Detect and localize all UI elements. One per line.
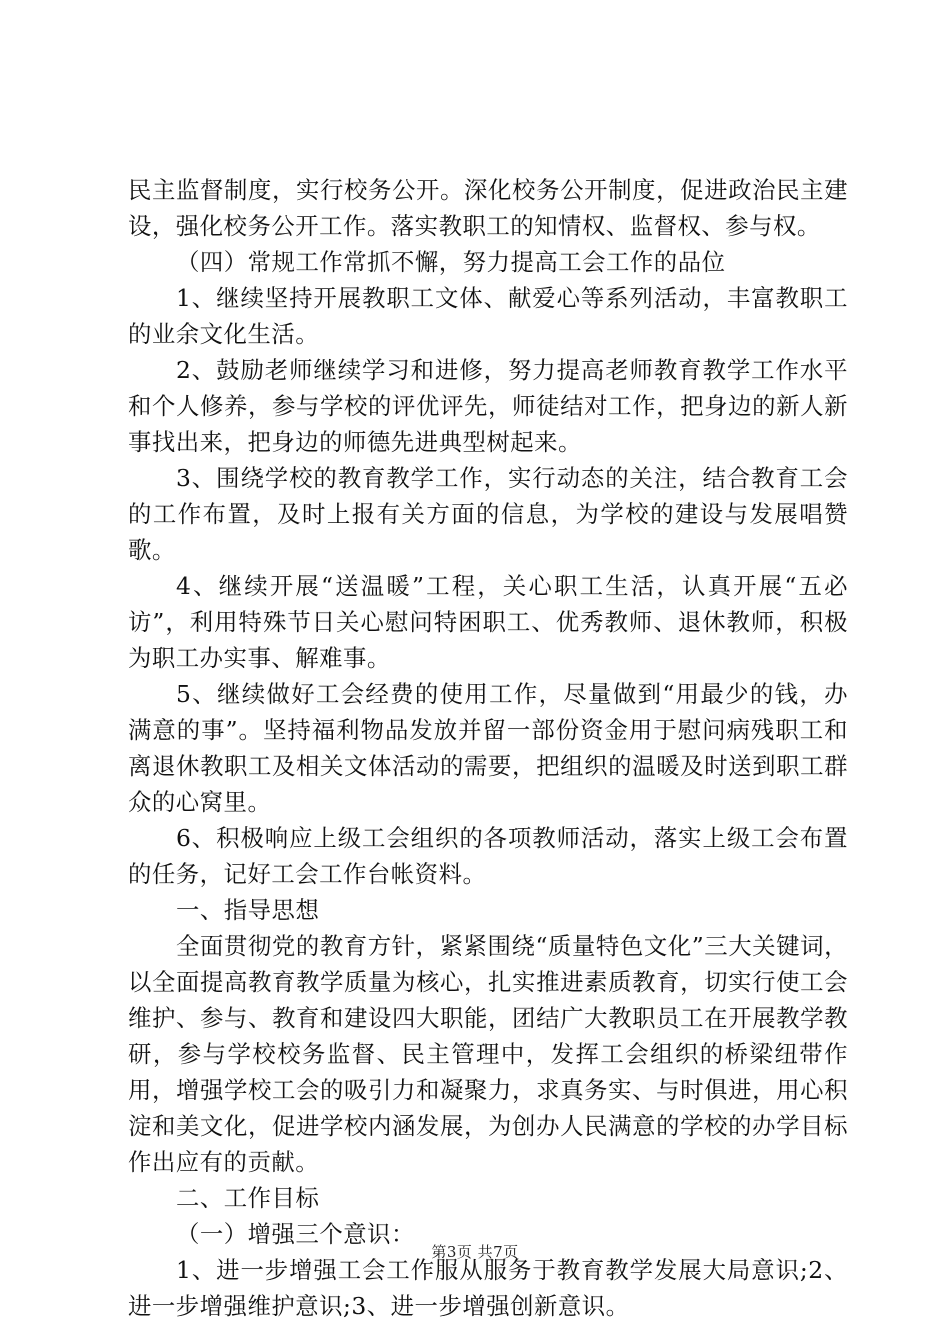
document-body [128, 172, 848, 1324]
list-item-6: 6、积极响应上级工会组织的各项教师活动，落实上级工会布置的任务，记好工会工作台帐资料。 [128, 824, 848, 888]
section-heading-work-goals: 二、工作目标 [176, 1184, 320, 1212]
page-number-footer: 第3页 共7页 [431, 1243, 519, 1261]
section-heading-guiding-ideology: 一、指导思想 [176, 896, 320, 924]
list-item-3: 3、围绕学校的教育教学工作，实行动态的关注，结合教育工会的工作布置，及时上报有关方面的信息，为学校的建设与发展唱赞歌。 [128, 464, 848, 564]
paragraph-school-affairs-openness: 民主监督制度，实行校务公开。深化校务公开制度，促进政治民主建设，强化校务公开工作。落实教职工的知情权、监督权、参与权。 [128, 176, 848, 240]
list-item-4: 4、继续开展“送温暖”工程，关心职工生活，认真开展“五必访”，利用特殊节日关心慰问特困职工、优秀教师、退休教师，积极为职工办实事、解难事。 [128, 572, 848, 672]
subheading-three-awareness: （一）增强三个意识： [176, 1220, 415, 1248]
section-heading-routine-work: （四）常规工作常抓不懈，努力提高工会工作的品位 [176, 248, 726, 276]
list-item-5: 5、继续做好工会经费的使用工作，尽量做到“用最少的钱，办满意的事”。坚持福利物品发放并留一部份资金用于慰问病残职工和离退休教职工及相关文体活动的需要，把组织的温暖及时送到职工群众的心窝里。 [128, 680, 848, 816]
list-item-1: 1、继续坚持开展教职工文体、献爱心等系列活动，丰富教职工的业余文化生活。 [128, 284, 848, 348]
paragraph-guiding-ideology: 全面贯彻党的教育方针，紧紧围绕“质量特色文化”三大关键词，以全面提高教育教学质量为核心，扎实推进素质教育，切实行使工会维护、参与、教育和建设四大职能，团结广大教职员工在开展教学教研，参与学校校务监督、民主管理中，发挥工会组织的桥梁纽带作用，增强学校工会的吸引力和凝聚力，求真务实、与时俱进，用心积淀和美文化，促进学校内涵发展，为创办人民满意的学校的办学目标作出应有的贡献。 [128, 932, 848, 1176]
paragraph-awareness-items: 1、进一步增强工会工作服从服务于教育教学发展大局意识;2、进一步增强维护意识;3、进一步增强创新意识。 [128, 1256, 848, 1320]
list-item-2: 2、鼓励老师继续学习和进修，努力提高老师教育教学工作水平和个人修养，参与学校的评优评先，师徒结对工作，把身边的新人新事找出来，把身边的师德先进典型树起来。 [128, 356, 848, 456]
